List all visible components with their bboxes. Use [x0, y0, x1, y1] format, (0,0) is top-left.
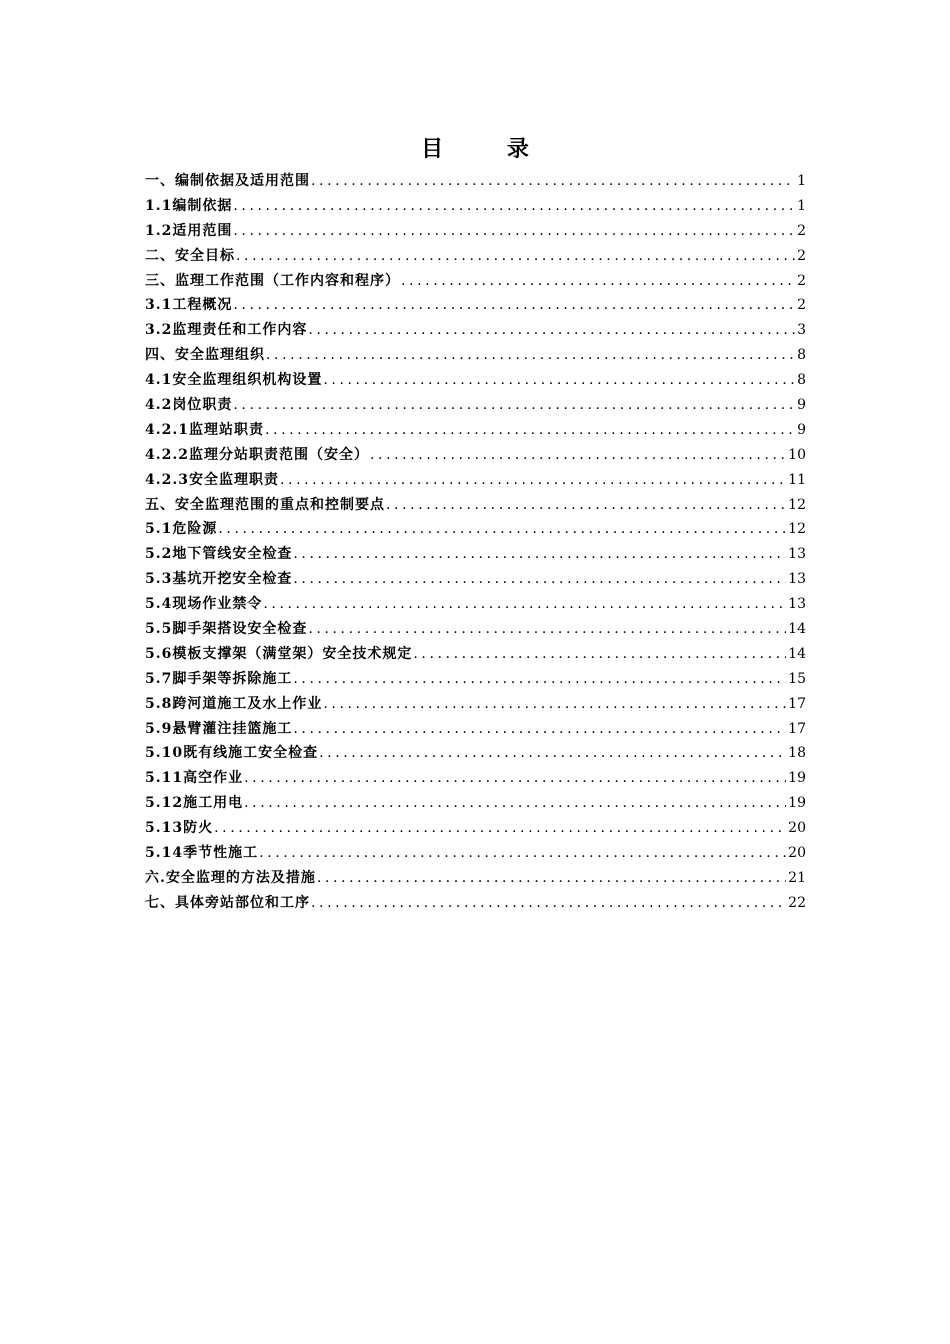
toc-entry-label: 4.2.3安全监理职责	[145, 471, 279, 488]
toc-entry[interactable]	[145, 394, 806, 419]
dot-leader	[280, 472, 786, 488]
toc-entry[interactable]	[145, 767, 806, 792]
toc-entry[interactable]	[145, 419, 806, 444]
toc-entry[interactable]	[145, 568, 806, 593]
dot-leader	[293, 671, 786, 687]
toc-entry-label: 5.12施工用电	[145, 795, 244, 812]
dot-leader	[233, 297, 795, 313]
dot-leader	[244, 770, 786, 786]
toc-entry[interactable]	[145, 668, 806, 693]
toc-entry[interactable]	[145, 693, 806, 718]
toc-entry-label: 四、安全监理组织	[145, 347, 265, 364]
toc-entry-label: 4.2.2监理分站职责范围（安全）	[145, 446, 369, 463]
toc-entry[interactable]	[145, 842, 806, 867]
dot-leader	[308, 322, 795, 338]
toc-entry[interactable]	[145, 792, 806, 817]
dot-leader	[265, 422, 795, 438]
dot-leader	[236, 248, 795, 264]
toc-entry-page: 17	[788, 695, 806, 712]
toc-entry[interactable]	[145, 319, 806, 344]
toc-entry-page: 20	[788, 820, 806, 837]
toc-entry-label: 5.11高空作业	[145, 770, 244, 787]
dot-leader	[413, 646, 786, 662]
dot-leader	[293, 721, 786, 737]
dot-leader	[311, 173, 795, 189]
dot-leader	[218, 521, 786, 537]
toc-entry-label: 六.安全监理的方法及措施	[145, 869, 316, 886]
toc-entry-page: 22	[788, 894, 806, 911]
toc-entry-label: 4.1安全监理组织机构设置	[145, 372, 323, 389]
dot-leader	[323, 372, 795, 388]
toc-title: 目 录	[421, 136, 557, 162]
toc-entry-label: 5.4现场作业禁令	[145, 596, 263, 613]
table-of-contents	[145, 170, 806, 917]
toc-entry-label: 5.13防火	[145, 820, 214, 837]
toc-entry-page: 13	[788, 571, 806, 588]
toc-entry[interactable]	[145, 469, 806, 494]
toc-entry[interactable]	[145, 892, 806, 917]
toc-entry[interactable]	[145, 270, 806, 295]
toc-entry-page: 14	[788, 645, 806, 662]
toc-entry-page: 1	[797, 197, 806, 214]
toc-entry[interactable]	[145, 593, 806, 618]
toc-entry[interactable]	[145, 444, 806, 469]
toc-entry-label: 二、安全目标	[145, 247, 235, 264]
toc-entry-page: 21	[788, 869, 806, 886]
toc-entry[interactable]	[145, 742, 806, 767]
toc-entry[interactable]	[145, 369, 806, 394]
dot-leader	[323, 696, 786, 712]
dot-leader	[370, 447, 786, 463]
toc-entry-page: 19	[788, 795, 806, 812]
toc-entry[interactable]	[145, 294, 806, 319]
toc-entry-label: 5.10既有线施工安全检查	[145, 745, 319, 762]
toc-entry-page: 11	[788, 471, 806, 488]
toc-entry-page: 18	[788, 745, 806, 762]
toc-entry[interactable]	[145, 867, 806, 892]
toc-entry[interactable]	[145, 344, 806, 369]
toc-entry[interactable]	[145, 245, 806, 270]
toc-entry-page: 12	[788, 496, 806, 513]
dot-leader	[386, 497, 786, 513]
toc-entry-page: 10	[788, 446, 806, 463]
dot-leader	[263, 596, 786, 612]
toc-entry[interactable]	[145, 618, 806, 643]
toc-entry-page: 9	[797, 397, 806, 414]
toc-entry-page: 9	[797, 421, 806, 438]
dot-leader	[293, 546, 786, 562]
dot-leader	[317, 870, 786, 886]
toc-entry[interactable]	[145, 543, 806, 568]
toc-entry[interactable]	[145, 643, 806, 668]
dot-leader	[233, 397, 795, 413]
toc-entry-page: 12	[788, 521, 806, 538]
toc-entry-label: 5.3基坑开挖安全检查	[145, 571, 293, 588]
toc-entry-label: 5.6模板支撑架（满堂架）安全技术规定	[145, 645, 413, 662]
toc-entry-label: 5.9悬臂灌注挂篮施工	[145, 720, 293, 737]
toc-entry-page: 17	[788, 720, 806, 737]
toc-entry-label: 1.1编制依据	[145, 197, 233, 214]
toc-entry[interactable]	[145, 195, 806, 220]
dot-leader	[401, 273, 795, 289]
dot-leader	[214, 820, 786, 836]
toc-entry-page: 14	[788, 621, 806, 638]
dot-leader	[233, 223, 795, 239]
toc-entry-page: 13	[788, 596, 806, 613]
dot-leader	[244, 795, 786, 811]
toc-entry-page: 3	[797, 322, 806, 339]
dot-leader	[266, 347, 795, 363]
toc-entry-page: 8	[797, 372, 806, 389]
dot-leader	[311, 895, 786, 911]
toc-entry-label: 4.2.1监理站职责	[145, 421, 264, 438]
toc-entry-label: 5.7脚手架等拆除施工	[145, 670, 293, 687]
toc-entry-page: 8	[797, 347, 806, 364]
toc-entry-label: 5.2地下管线安全检查	[145, 546, 293, 563]
toc-entry-page: 2	[797, 222, 806, 239]
toc-entry-label: 3.2监理责任和工作内容	[145, 322, 308, 339]
dot-leader	[259, 845, 786, 861]
toc-entry-label: 五、安全监理范围的重点和控制要点	[145, 496, 385, 513]
toc-entry-label: 5.1危险源	[145, 521, 218, 538]
dot-leader	[308, 621, 786, 637]
toc-entry-label: 1.2适用范围	[145, 222, 233, 239]
toc-entry-page: 2	[797, 297, 806, 314]
toc-entry-label: 3.1工程概况	[145, 297, 233, 314]
dot-leader	[319, 745, 786, 761]
toc-entry[interactable]	[145, 817, 806, 842]
toc-entry[interactable]	[145, 170, 806, 195]
toc-entry-label: 5.8跨河道施工及水上作业	[145, 695, 323, 712]
toc-entry[interactable]	[145, 518, 806, 543]
toc-entry-page: 13	[788, 546, 806, 563]
toc-entry[interactable]	[145, 718, 806, 743]
toc-entry-page: 20	[788, 845, 806, 862]
dot-leader	[233, 198, 795, 214]
toc-entry-page: 1	[797, 173, 806, 189]
toc-entry-label: 5.14季节性施工	[145, 845, 259, 862]
toc-entry-page: 19	[788, 770, 806, 787]
toc-entry[interactable]	[145, 220, 806, 245]
toc-entry[interactable]	[145, 494, 806, 519]
toc-entry-page: 15	[788, 670, 806, 687]
toc-entry-label: 三、监理工作范围（工作内容和程序）	[145, 272, 400, 289]
toc-entry-page: 2	[797, 247, 806, 264]
toc-entry-page: 2	[797, 272, 806, 289]
toc-entry-label: 5.5脚手架搭设安全检查	[145, 621, 308, 638]
toc-entry-label: 一、编制依据及适用范围	[145, 173, 310, 189]
toc-entry-label: 七、具体旁站部位和工序	[145, 894, 310, 911]
toc-entry-label: 4.2岗位职责	[145, 397, 233, 414]
dot-leader	[293, 571, 786, 587]
